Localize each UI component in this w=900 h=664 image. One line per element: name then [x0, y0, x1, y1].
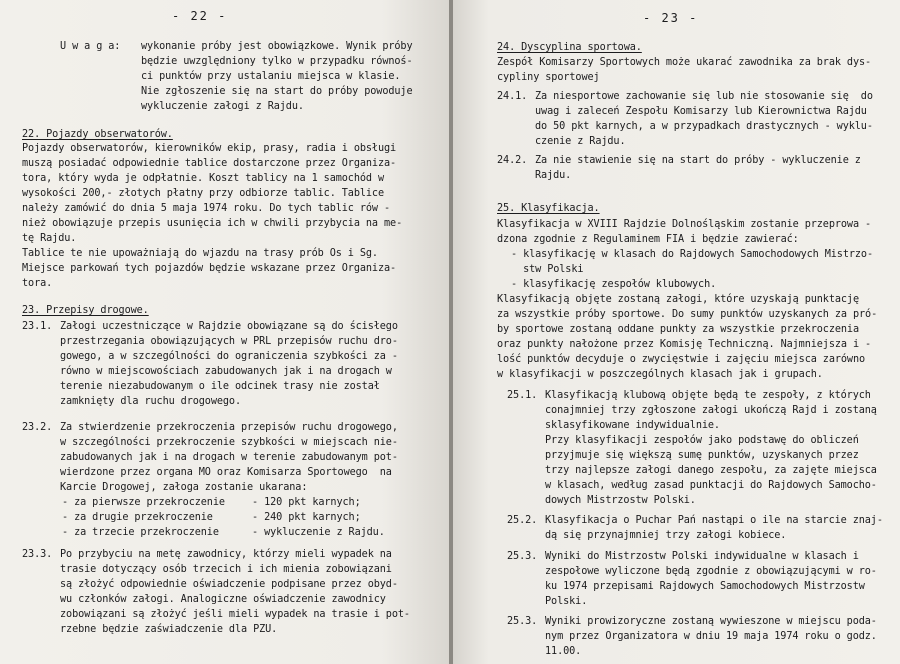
body-line: Za niesportowe zachowanie się lub nie stosowanie się do: [535, 91, 873, 102]
uwaga-label: U w a g a:: [60, 41, 121, 52]
penalty-label: - za trzecie przekroczenie: [62, 527, 219, 538]
body-line: Miejsce parkowań tych pojazdów będzie wskazane przez Organiza-: [22, 263, 397, 274]
body-line: dą się przynajmniej trzy załogi kobiece.: [545, 530, 787, 541]
penalty-value: - 120 pkt karnych;: [252, 497, 361, 508]
body-line: uwag i zaleceń Zespołu Komisarzy lub Kierownictwa Rajdu: [535, 106, 867, 117]
body-line: Klasyfikacja w XVIII Rajdzie Dolnośląskim zostanie przeprowa -: [497, 219, 872, 230]
penalty-value: - wykluczenie z Rajdu.: [252, 527, 385, 538]
paragraph-number: 25.3.: [507, 551, 538, 562]
body-line: by sportowe zostaną oddane punkty za wszystkie przekroczenia: [497, 324, 860, 335]
paragraph-number: 23.1.: [22, 321, 53, 332]
body-line: Pojazdy obserwatorów, kierowników ekip, prasy, radia i obsługi: [22, 143, 397, 154]
body-line: Załogi uczestniczące w Rajdzie obowiązane są do ścisłego: [60, 321, 398, 332]
body-line: zabudowanych jak i na drogach w terenie zabudowanym pot-: [60, 452, 398, 463]
body-line: wierdzone przez organa MO oraz Komisarza Sportowego na: [60, 467, 392, 478]
page-number: - 23 -: [643, 11, 699, 25]
body-line: sklasyfikowane indywidualnie.: [545, 420, 720, 431]
body-line: Przy klasyfikacji zespołów jako podstawę do obliczeń: [545, 435, 859, 446]
left-page: [0, 0, 449, 664]
paragraph-number: 23.3.: [22, 549, 53, 560]
body-line: wysokości 200,- złotych płatny przy odbiorze tablic. Tablice: [22, 188, 385, 199]
uwaga-line: wykonanie próby jest obowiązkowe. Wynik próby: [141, 41, 413, 52]
body-line: Klasyfikacją objęte zostaną załogi, które uzyskają punktację: [497, 294, 860, 305]
body-line: do 50 pkt karnych, a w przypadkach drastycznych - wyklu-: [535, 121, 873, 132]
body-line: zobowiązani są złożyć jeśli mieli wypadek na trasie i pot-: [60, 609, 410, 620]
body-line: Tablice te nie upoważniają do wjazdu na trasy prób Os i Sg.: [22, 248, 378, 259]
body-line: ku 1974 przepisami Rajdowych Samochodowych Mistrzostw: [545, 581, 865, 592]
body-line: gowego, a w szczególności do ograniczenia szybkości za -: [60, 351, 398, 362]
body-line: równo w miejscowościach zabudowanych jak i na drogach w: [60, 366, 392, 377]
bullet-line: - klasyfikację w klasach do Rajdowych Samochodowych Mistrzo-: [511, 249, 874, 260]
body-line: tora.: [22, 278, 53, 289]
body-line: należy zamówić do dnia 5 maja 1974 roku. Do tych tablic rów -: [22, 203, 391, 214]
body-line: czenie z Rajdu.: [535, 136, 626, 147]
section-heading: 24. Dyscyplina sportowa.: [497, 42, 642, 53]
body-line: Rajdu.: [535, 170, 572, 181]
body-line: przyjmuje się większą sumę punktów, uzyskanych przez: [545, 450, 859, 461]
paragraph-number: 25.2.: [507, 515, 538, 526]
body-line: trasie dotyczący osób trzecich i ich mienia zobowiązani: [60, 564, 392, 575]
page-number: - 22 -: [172, 9, 228, 23]
body-line: Wyniki prowizoryczne zostaną wywieszone w miejscu poda-: [545, 616, 877, 627]
paragraph-number: 25.3.: [507, 616, 538, 627]
body-line: conajmniej trzy zgłoszone załogi ukończą Rajd i zostaną: [545, 405, 877, 416]
section-heading: 25. Klasyfikacja.: [497, 203, 600, 214]
body-line: tora, który wyda je odpłatnie. Koszt tablicy na 1 samochód w: [22, 173, 385, 184]
paragraph-number: 25.1.: [507, 390, 538, 401]
uwaga-line: Nie zgłoszenie się na start do próby powoduje: [141, 86, 413, 97]
body-line: Zespół Komisarzy Sportowych może ukarać zawodnika za brak dys-: [497, 57, 872, 68]
body-line: w szczególności przekroczenie szybkości w miejscach nie-: [60, 437, 398, 448]
penalty-label: - za drugie przekroczenie: [62, 512, 213, 523]
paragraph-number: 24.1.: [497, 91, 528, 102]
body-line: cypliny sportowej: [497, 72, 600, 83]
body-line: Karcie Drogowej, załoga zostanie ukarana:: [60, 482, 308, 493]
body-line: Za nie stawienie się na start do próby - wykluczenie z: [535, 155, 861, 166]
section-heading: 22. Pojazdy obserwatorów.: [22, 129, 173, 140]
body-line: są złożyć odpowiednie oświadczenie podpisane przez obyd-: [60, 579, 398, 590]
penalty-value: - 240 pkt karnych;: [252, 512, 361, 523]
body-line: w klasyfikacji w poszczególnych klasach jak i grupach.: [497, 369, 823, 380]
body-line: Wyniki do Mistrzostw Polski indywidualne w klasach i: [545, 551, 859, 562]
body-line: wu członków załogi. Analogiczne oświadczenie zawodnicy: [60, 594, 386, 605]
body-line: za wszystkie próby sportowe. Do sumy punktów uzyskanych za pró-: [497, 309, 878, 320]
paragraph-number: 23.2.: [22, 422, 53, 433]
right-page: [453, 0, 900, 664]
paragraph-number: 24.2.: [497, 155, 528, 166]
uwaga-line: będzie uwzględniony tylko w przypadku równoś-: [141, 56, 413, 67]
body-line: dowych Mistrzostw Polski.: [545, 495, 696, 506]
section-heading: 23. Przepisy drogowe.: [22, 305, 149, 316]
body-line: Po przybyciu na metę zawodnicy, którzy mieli wypadek na: [60, 549, 392, 560]
uwaga-line: ci punktów przy ustalaniu miejsca w klasie.: [141, 71, 401, 82]
body-line: terenie niezabudowanym o ile odcinek trasy nie został: [60, 381, 380, 392]
body-line: nym przez Organizatora w dniu 19 maja 1974 roku o godz.: [545, 631, 877, 642]
body-line: rzebne będzie zaświadczenie dla PZU.: [60, 624, 278, 635]
body-line: zamknięty dla ruchu drogowego.: [60, 396, 242, 407]
bullet-line: - klasyfikację zespołów klubowych.: [511, 279, 717, 290]
body-line: przestrzegania obowiązujących w PRL przepisów ruchu dro-: [60, 336, 398, 347]
body-line: Za stwierdzenie przekroczenia przepisów ruchu drogowego,: [60, 422, 398, 433]
bullet-line: stw Polski: [511, 264, 584, 275]
body-line: Klasyfikacja o Puchar Pań nastąpi o ile na starcie znaj-: [545, 515, 883, 526]
uwaga-line: wykluczenie załogi z Rajdu.: [141, 101, 304, 112]
body-line: dzona zgodnie z Regulaminem FIA i będzie zawierać:: [497, 234, 799, 245]
body-line: zespołowe wyliczone będą zgodnie z obowiązującymi w ro-: [545, 566, 877, 577]
body-line: lość punktów decyduje o zwycięstwie i zajęciu miejsca zarówno: [497, 354, 866, 365]
body-line: Polski.: [545, 596, 588, 607]
body-line: trzy najlepsze załogi danego zespołu, za zajęte miejsca: [545, 465, 877, 476]
penalty-label: - za pierwsze przekroczenie: [62, 497, 225, 508]
body-line: oraz punkty nałożone przez Komisję Techniczną. Najmniejsza i -: [497, 339, 872, 350]
body-line: muszą posiadać odpowiednie tablice dostarczone przez Organiza-: [22, 158, 397, 169]
body-line: 11.00.: [545, 646, 582, 657]
body-line: Klasyfikacją klubową objęte będą te zespoły, z których: [545, 390, 871, 401]
body-line: w klasach, według zasad punktacji do Rajdowych Samocho-: [545, 480, 877, 491]
body-line: tę Rajdu.: [22, 233, 77, 244]
body-line: nież obowiązuje przepis usunięcia ich w chwili przybycia na me-: [22, 218, 403, 229]
